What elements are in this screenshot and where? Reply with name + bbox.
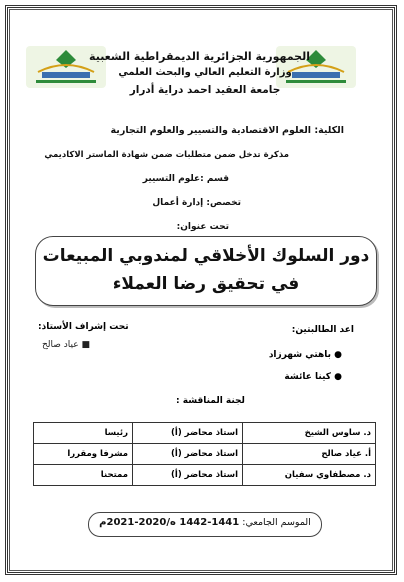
- supervisor-name-text: عياد صالح: [42, 340, 79, 350]
- student-name: كينا عائشة: [284, 372, 331, 382]
- faculty-line: الكلية: العلوم الاقتصادية والتسيير والعلوم التجارية: [110, 125, 344, 136]
- committee-member-rank: استاذ محاضر (أ): [133, 423, 243, 444]
- thesis-title-line2: في تحقيق رضا العملاء: [112, 274, 300, 294]
- committee-label: لجنة المناقشة :: [176, 396, 245, 406]
- student-item: ● باهتي شهرزاد: [268, 350, 342, 360]
- header-ministry: وزارة التعليم العالي والبحث العلمي: [118, 67, 292, 78]
- specialization-line: تخصص: إدارة أعمال: [152, 198, 241, 208]
- table-row: [34, 444, 376, 465]
- header-university: جامعة العقيد احمد دراية أدرار: [129, 84, 281, 96]
- committee-table: [33, 422, 376, 486]
- table-row: [34, 423, 376, 444]
- season-years: 1441-1442 ه/2020-2021م: [99, 517, 240, 528]
- supervisor-label: تحت إشراف الأستاذ:: [38, 322, 129, 332]
- department-line: قسم :علوم التسيير: [142, 174, 229, 184]
- title-label: تحت عنوان:: [176, 222, 229, 232]
- committee-member-role: ممتحنا: [34, 465, 133, 486]
- academic-season: [88, 517, 322, 528]
- memo-line: مذكرة تدخل ضمن متطلبات ضمن شهادة الماستر الاكاديمي: [44, 150, 289, 160]
- committee-member-role: مشرفا ومقررا: [34, 444, 133, 465]
- table-row: [34, 465, 376, 486]
- committee-member-rank: استاذ محاضر (أ): [133, 444, 243, 465]
- supervisor-name: ■ عياد صالح: [42, 340, 91, 350]
- header-republic: الجمهورية الجزائرية الديمقراطية الشعبية: [89, 50, 310, 63]
- student-name: باهتي شهرزاد: [268, 350, 331, 360]
- committee-member-role: رئيسا: [34, 423, 133, 444]
- season-label: الموسم الجامعي:: [239, 517, 311, 528]
- committee-member-rank: استاذ محاضر (أ): [133, 465, 243, 486]
- committee-member-name: أ. عياد صالح: [243, 444, 376, 465]
- committee-member-name: د. مصطفاوي سفيان: [243, 465, 376, 486]
- students-label: اعد الطالبتين:: [291, 325, 354, 335]
- student-item: ● كينا عائشة: [284, 372, 342, 382]
- thesis-title-line1: دور السلوك الأخلاقي لمندوبي المبيعات: [42, 246, 370, 266]
- committee-member-name: د. ساوس الشيخ: [243, 423, 376, 444]
